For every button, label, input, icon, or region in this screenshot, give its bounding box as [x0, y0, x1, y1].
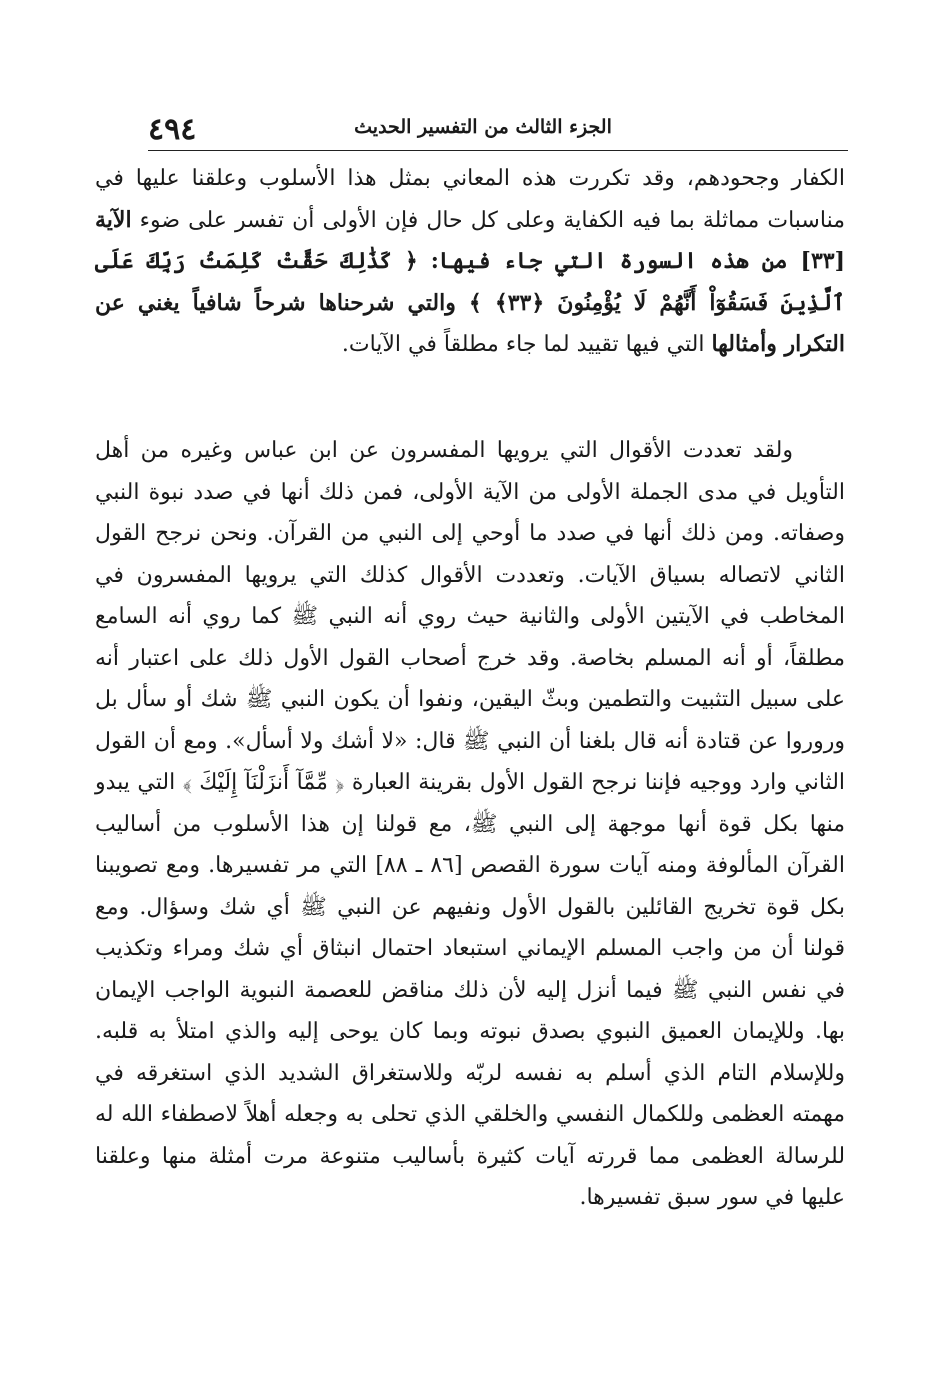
text-line: وصفاته. ومن ذلك أنها في صدد ما أوحي إلى النبي من القرآن. ونحن نرجح: [155, 521, 845, 546]
page-header: [148, 108, 848, 151]
text-line: التي فيها تقييد لما جاء مطلقاً في الآيات.: [341, 332, 705, 357]
text-line: في المخاطب في الآيتين الأولى والثانية حيث روي أنه النبي ﷺ كما روي أنه: [95, 562, 846, 629]
paragraph-2: [95, 430, 845, 1219]
text-line: الكفار وجحودهم، وقد تكررت هذه المعاني بمثل هذا الأسلوب وعلقنا عليها في: [95, 166, 845, 191]
text-line: ولقد تعددت الأقوال التي يرويها المفسرون عن ابن عباس وغيره من أهل: [95, 438, 793, 463]
text-line: مناسبات مماثلة بما فيه الكفاية وعلى كل حال فإن الأولى أن تفسر على ضوء: [139, 207, 845, 233]
page-number: ٤٩٤: [148, 112, 197, 147]
text-line: إليه والذي امتلأ به قلبه. وللإسلام التام الذي أسلم به نفسه لربّه وللاستغراق: [95, 1019, 845, 1086]
text-line: أي شك ومراء وتكذيب في نفس النبي ﷺ فيما أنزل إليه لأن ذلك مناقض للعصمة: [95, 936, 846, 1003]
text-line: القول الثاني لاتصاله بسياق الآيات. وتعددت الأقوال كذلك التي يرويها المفسرون: [95, 521, 845, 588]
running-title: الجزء الثالث من التفسير الحديث: [354, 116, 612, 138]
text-line: أي شك وسؤال. ومع قولنا أن من واجب المسلم الإيماني استبعاد احتمال انبثاق: [95, 894, 845, 961]
text-line: الشديد الذي استغرقه في مهمته العظمى وللكمال النفسي والخلقي الذي تحلى به: [95, 1060, 845, 1127]
text-line: فَسَقُوٓاْ أَنَّهُمْ لَا يُؤْمِنُونَ ﴿٣٣﴾ ﴾ والتي شرحناها شرحاً شافياً يغني عن التكرار وأمثالها: [95, 289, 845, 357]
text-line: الآية [٣٣] من هذه السورة التي جاء فيها: ﴿ كَذَٰلِكَ حَقَّتْ كَلِمَتُ رَبِّكَ عَلَى ٱلَّذِينَ: [95, 206, 845, 316]
text-line: أو سأل بل وروروا عن قتادة أنه قال بلغنا أن النبي ﷺ قال: «لا أشك ولا أسأل».: [95, 687, 846, 754]
text-line: اعتبار أنه على سبيل التثبيت والتطمين وبثّ اليقين، ونفوا أن يكون النبي ﷺ شك: [95, 645, 845, 712]
text-line: الأسلوب من أساليب القرآن المألوفة ومنه آيات سورة القصص [٨٦ ـ ٨٨] التي مر: [95, 811, 845, 878]
text-line: النبوية الواجب الإيمان بها. وللإيمان العميق النبوي بصدق نبوته وبما كان يوحى: [95, 977, 845, 1044]
text-line: وجعله أهلاً لاصطفاء الله له للرسالة العظمى مما قررته آيات كثيرة بأساليب متنوعة: [95, 1102, 846, 1169]
text-line: السامع مطلقاً، أو أنه المسلم بخاصة. وقد خرج أصحاب القول الأول ذلك على: [95, 604, 845, 671]
text-line: ومع أن القول الثاني وارد ووجيه فإننا نرجح القول الأول بقرينة العبارة ﴿ مِّمَّآ أَنزَلْنَآ: [95, 728, 846, 795]
text-line: التأويل في مدى الجملة الأولى من الآية الأولى، فمن ذلك أنها في صدد نبوة النبي: [95, 479, 845, 505]
paragraph-1: [95, 158, 845, 366]
text-line: إِلَيْكَ ﴾ التي يبدو منها بكل قوة أنها موجهة إلى النبي ﷺ، مع قولنا إن هذا: [95, 770, 845, 837]
text-line: تفسيرها. ومع تصويبنا بكل قوة تخريج القائلين بالقول الأول ونفيهم عن النبي ﷺ: [95, 853, 845, 920]
text-line: مرت أمثلة منها وعلقنا عليها في سور سبق تفسيرها.: [95, 1143, 845, 1210]
